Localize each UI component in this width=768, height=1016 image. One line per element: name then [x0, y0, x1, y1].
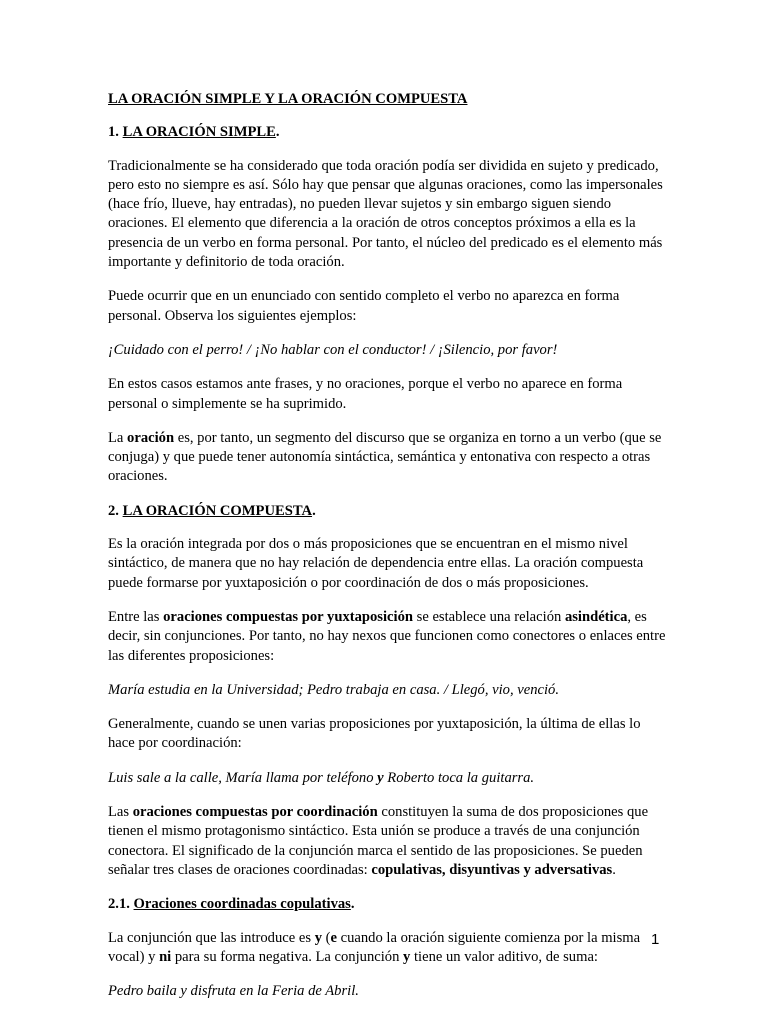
- text: Luis sale a la calle, María llama por teléfono: [108, 769, 378, 786]
- paragraph: En estos casos estamos ante frases, y no oraciones, porque el verbo no aparece en forma personal o simplemente se ha suprimido.: [108, 376, 623, 412]
- paragraph: Tradicionalmente se ha considerado que toda oración podía ser dividida en sujeto y predicado, pero esto no siempre es así. Sólo hay que pensar que algunas oraciones, como las impersonales (hace frío, llueve, hay entradas), no pueden llevar sujetos y sin embargo siguen siendo oraciones. El elemento que diferencia a la oración de otros conceptos próximos a ella es la presencia de un verbo en forma personal. Por tanto, el núcleo del predicado es el elemento más importante y definitorio de toda oración.: [108, 157, 663, 271]
- text: .: [612, 861, 616, 878]
- section-title: LA ORACIÓN SIMPLE: [122, 124, 276, 141]
- bold-term: y: [314, 929, 322, 946]
- section-dot: .: [275, 124, 280, 141]
- section-dot: .: [350, 896, 355, 913]
- text: La: [108, 429, 128, 446]
- section-heading-2-1: [108, 895, 668, 914]
- text: Las: [108, 804, 133, 821]
- text: , es decir, sin conjunciones. Por tanto, no hay nexos que funcionen como conectores o enlaces entre las diferentes proposiciones:: [108, 608, 666, 664]
- bold-term: e: [330, 929, 337, 946]
- section-heading-1: [108, 123, 668, 142]
- section-heading-2: [108, 502, 668, 521]
- paragraph: [108, 429, 668, 487]
- example: María estudia en la Universidad; Pedro trabaja en casa. / Llegó, vio, venció.: [108, 681, 559, 698]
- bold-term: copulativas, disyuntivas y adversativas: [371, 861, 613, 878]
- document-title: LA ORACIÓN SIMPLE Y LA ORACIÓN COMPUESTA: [108, 91, 468, 107]
- text: (: [321, 929, 331, 946]
- example: [108, 769, 668, 788]
- bold-term: oraciones compuestas por coordinación: [132, 804, 378, 821]
- paragraph: Puede ocurrir que en un enunciado con sentido completo el verbo no aparezca en forma personal. Observa los siguientes ejemplos:: [108, 288, 620, 324]
- paragraph: [108, 929, 668, 968]
- paragraph: Generalmente, cuando se unen varias proposiciones por yuxtaposición, la última de ellas lo hace por coordinación:: [108, 716, 641, 752]
- text: tiene un valor aditivo, de suma:: [410, 948, 598, 965]
- section-number: 2.1.: [108, 896, 134, 913]
- example: ¡Cuidado con el perro! / ¡No hablar con el conductor! / ¡Silencio, por favor!: [108, 341, 558, 358]
- text: La conjunción que las introduce es: [108, 929, 315, 946]
- section-dot: .: [312, 502, 316, 519]
- bold-term: oraciones compuestas por yuxtaposición: [163, 608, 413, 625]
- example: Pedro baila y disfruta en la Feria de Abril.: [108, 983, 359, 1000]
- text: para su forma negativa. La conjunción: [171, 948, 404, 965]
- bold-term: ni: [159, 948, 172, 965]
- bold-term: oración: [127, 429, 175, 446]
- page-number: 1: [651, 931, 660, 948]
- text: Entre las: [108, 608, 164, 625]
- section-number: 2.: [108, 502, 123, 519]
- bold-term: asindética: [564, 608, 628, 625]
- paragraph: Es la oración integrada por dos o más proposiciones que se encuentran en el mismo nivel sintáctico, de manera que no hay relación de dependencia entre ellas. La oración compuesta puede formarse por yuxtaposición o por coordinación de dos o más proposiciones.: [108, 536, 644, 591]
- text: es, por tanto, un segmento del discurso que se organiza en torno a un verbo (que se conjuga) y que puede tener autonomía sintáctica, semántica y entonativa con respecto a otras oraciones.: [108, 429, 662, 485]
- document-page: [108, 90, 668, 1016]
- section-title: LA ORACIÓN COMPUESTA: [122, 502, 313, 519]
- paragraph: [108, 803, 668, 880]
- paragraph: [108, 608, 668, 666]
- bold-term: y: [377, 769, 384, 786]
- bold-term: y: [403, 948, 411, 965]
- text: cuando la oración siguiente comienza por la misma vocal) y: [108, 929, 641, 965]
- text: constituyen la suma de dos proposiciones que tienen el mismo protagonismo sintáctico. Esta unión se produce a través de una conjunción conectora. El significado de la conjunción marca el sentido de las proposiciones. Se pueden señalar tres clases de oraciones coordinadas:: [108, 804, 649, 878]
- text: Roberto toca la guitarra.: [383, 769, 535, 786]
- text: se establece una relación: [413, 608, 565, 625]
- section-number: 1.: [108, 124, 123, 141]
- section-title: Oraciones coordinadas copulativas: [133, 896, 351, 913]
